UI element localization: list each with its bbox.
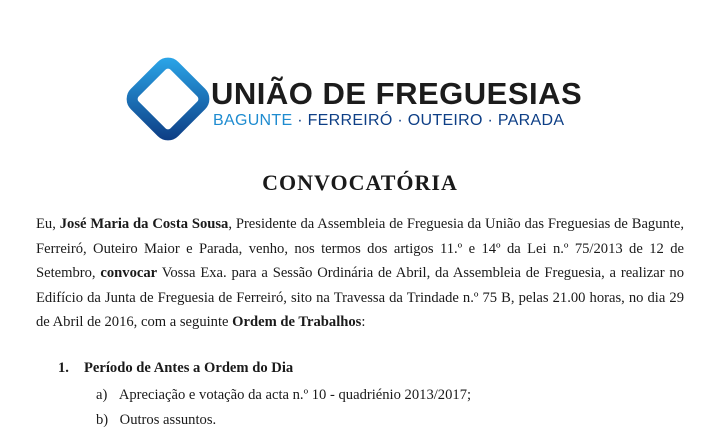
convocar-keyword: convocar xyxy=(100,265,158,281)
locality-separator: · xyxy=(392,112,408,129)
org-name: UNIÃO DE FREGUESIAS xyxy=(211,76,583,111)
paragraph-text: Vossa Exa. para a Sessão Ordinária de Abril, da Assembleia de Freguesia, a realizar no Edifício da Junta de Freguesia de Ferreiró, sito na Travessa da Trindade n.º 75 B, pelas 21.00 horas, no dia 29 de Abril de 2016, com a seguinte xyxy=(36,265,684,330)
agenda-item-title: Período de Antes a Ordem do Dia xyxy=(84,360,294,376)
agenda-sub-item xyxy=(96,387,471,404)
ordem-de-trabalhos: Ordem de Trabalhos xyxy=(232,314,362,330)
sub-item-letter: b) xyxy=(96,412,109,428)
agenda-sub-item xyxy=(96,412,216,429)
locality: FERREIRÓ xyxy=(307,112,393,129)
locality: BAGUNTE xyxy=(213,112,293,129)
org-localities xyxy=(213,112,564,130)
sub-item-letter: a) xyxy=(96,387,108,403)
union-logo-icon xyxy=(125,56,211,142)
locality-separator: · xyxy=(292,112,308,129)
locality-separator: · xyxy=(482,112,498,129)
president-name: José Maria da Costa Sousa xyxy=(59,216,229,232)
agenda-item-number: 1. xyxy=(58,360,69,376)
agenda-list xyxy=(58,356,293,380)
locality: OUTEIRO xyxy=(407,112,483,129)
agenda-item xyxy=(58,356,293,380)
paragraph-text: : xyxy=(361,314,366,330)
sub-item-text: Outros assuntos. xyxy=(119,412,217,428)
letterhead xyxy=(125,56,583,146)
convocation-paragraph xyxy=(36,212,684,335)
paragraph-text: Eu, xyxy=(36,216,60,232)
document-title: CONVOCATÓRIA xyxy=(262,170,458,195)
locality: PARADA xyxy=(497,112,565,129)
sub-item-text: Apreciação e votação da acta n.º 10 - quadriénio 2013/2017; xyxy=(118,387,472,403)
paragraph-text: , Presidente da Assembleia de Freguesia da União das Freguesias de Bagunte, Ferreiró, Outeiro Maior e Parada, venho, nos termos dos artigos 11.º e 14º da Lei n.º 75/2013 de 12 de Setembro, xyxy=(36,216,684,281)
